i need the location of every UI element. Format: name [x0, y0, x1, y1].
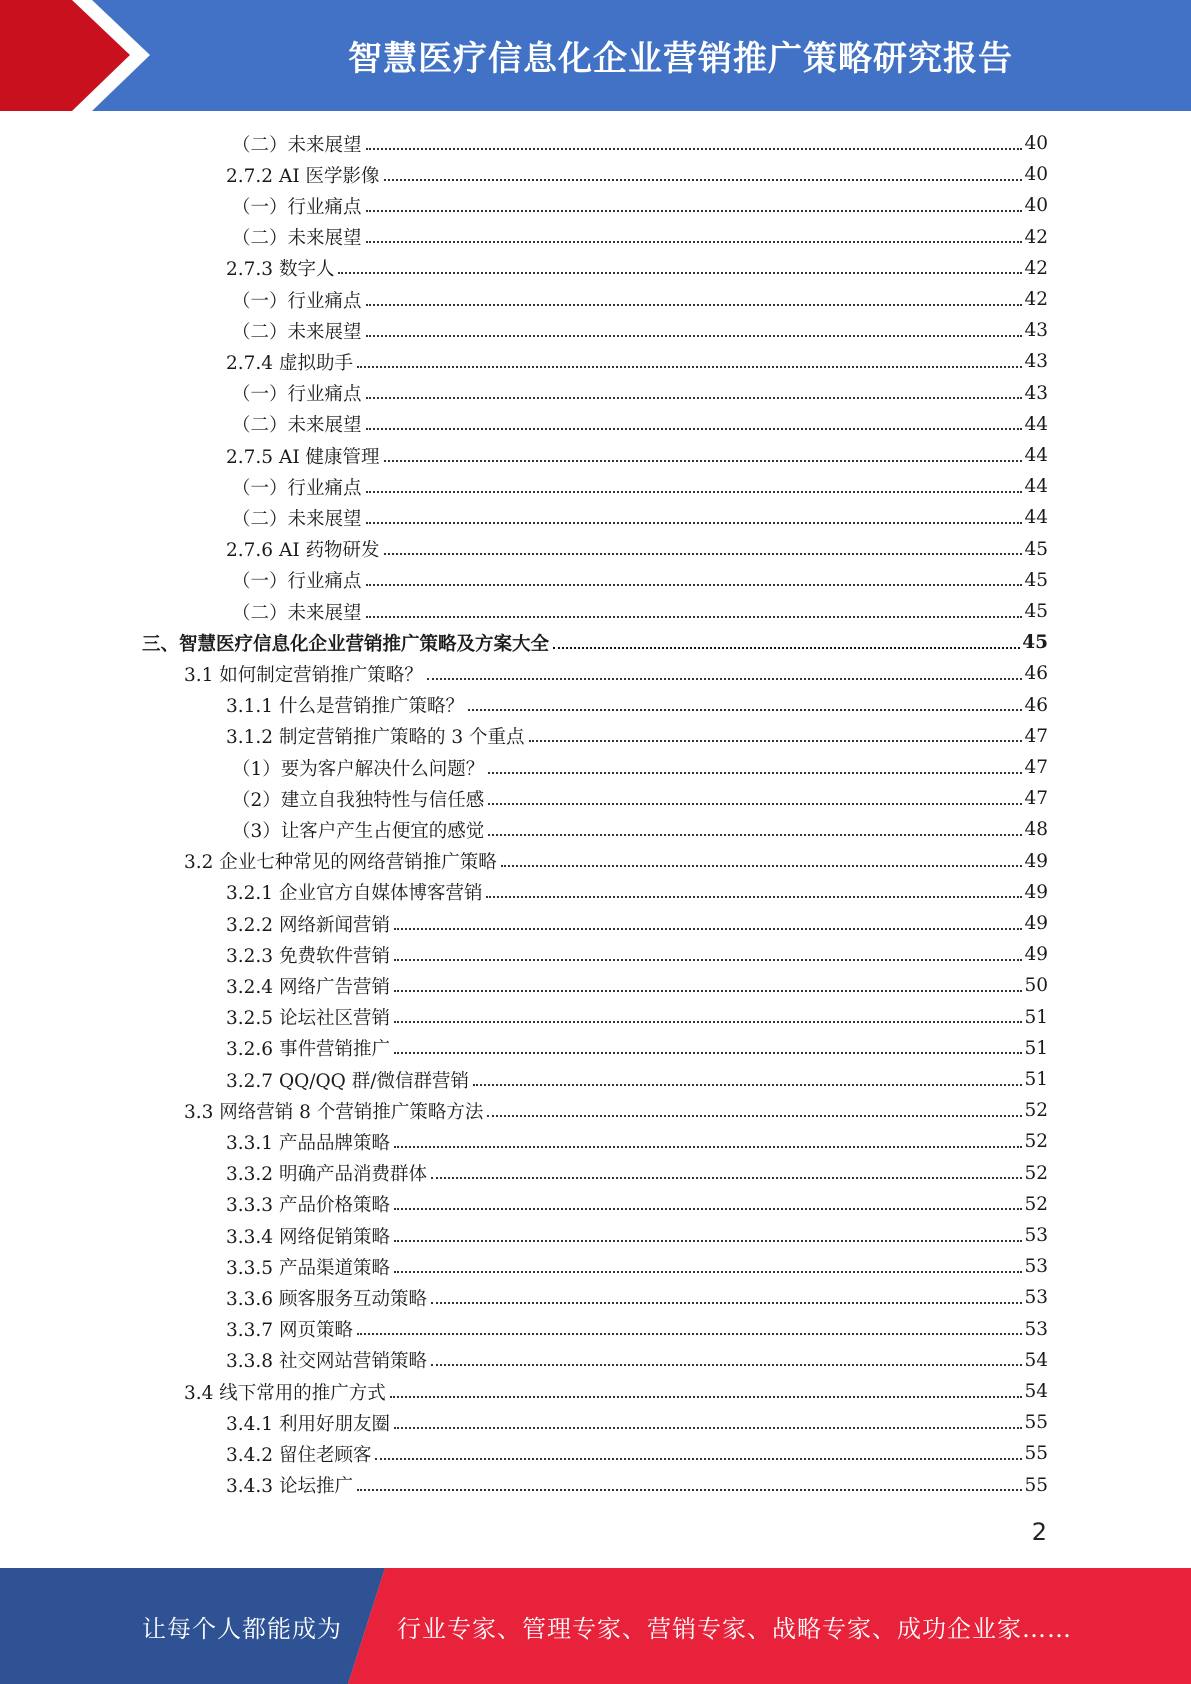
- toc-entry-label: 3.2.1 企业官方自媒体博客营销: [226, 883, 483, 905]
- toc-entry-page: 52: [1024, 1162, 1048, 1184]
- toc-entry-page: 48: [1024, 819, 1048, 841]
- toc-dot-leader: [366, 335, 1023, 337]
- toc-dot-leader: [473, 1084, 1022, 1086]
- toc-entry[interactable]: [0, 128, 1191, 159]
- toc-entry-label: 3.3.1 产品品牌策略: [226, 1132, 390, 1154]
- toc-dot-leader: [431, 1302, 1022, 1304]
- toc-entry-label: （一）行业痛点: [232, 384, 362, 406]
- toc-dot-leader: [394, 1146, 1022, 1148]
- toc-entry-page: 52: [1024, 1193, 1048, 1215]
- toc-entry-page: 51: [1024, 1006, 1048, 1028]
- toc-entry-page: 49: [1024, 913, 1048, 934]
- toc-dot-leader: [553, 647, 1020, 649]
- toc-entry[interactable]: [0, 534, 1191, 565]
- toc-dot-leader: [431, 1364, 1022, 1366]
- toc-entry-page: 43: [1024, 320, 1048, 342]
- toc-dot-leader: [488, 772, 1022, 774]
- toc-entry-page: 40: [1024, 133, 1048, 154]
- toc-entry[interactable]: [0, 159, 1191, 190]
- toc-entry[interactable]: [0, 690, 1191, 721]
- toc-entry-page: 42: [1024, 289, 1048, 310]
- toc-entry-page: 44: [1024, 476, 1048, 498]
- toc-entry-label: （3）让客户产生占便宜的感觉: [232, 820, 485, 842]
- toc-entry[interactable]: [0, 346, 1191, 377]
- toc-dot-leader: [501, 865, 1023, 867]
- toc-entry-label: （二）未来展望: [232, 228, 362, 250]
- toc-dot-leader: [487, 1115, 1022, 1117]
- toc-entry-label: 3.2.2 网络新闻营销: [226, 914, 390, 936]
- toc-entry[interactable]: [0, 1470, 1191, 1501]
- toc-entry-page: 40: [1024, 195, 1048, 217]
- toc-dot-leader: [394, 928, 1022, 930]
- toc-entry[interactable]: [0, 752, 1191, 783]
- toc-dot-leader: [366, 304, 1023, 306]
- toc-entry-label: 3.3.5 产品渠道策略: [226, 1257, 390, 1279]
- footer-slogan-right: 行业专家、管理专家、营销专家、战略专家、成功企业家……: [397, 1614, 1072, 1643]
- toc-dot-leader: [529, 740, 1023, 742]
- toc-entry-page: 47: [1024, 725, 1048, 747]
- toc-entry-page: 46: [1024, 694, 1048, 716]
- toc-entry[interactable]: [0, 1064, 1191, 1095]
- toc-entry-label: 3.4.3 论坛推广: [226, 1476, 353, 1498]
- toc-dot-leader: [357, 1333, 1023, 1335]
- toc-entry-label: 3.2.7 QQ/QQ 群/微信群营销: [226, 1070, 469, 1092]
- toc-entry-page: 45: [1024, 569, 1048, 591]
- toc-entry-page: 52: [1024, 1100, 1048, 1122]
- toc-dot-leader: [488, 834, 1022, 836]
- toc-entry[interactable]: [0, 939, 1191, 970]
- toc-entry-page: 47: [1024, 757, 1048, 778]
- toc-entry[interactable]: [0, 284, 1191, 315]
- toc-entry-label: （二）未来展望: [232, 415, 362, 437]
- toc-entry[interactable]: [0, 1126, 1191, 1157]
- toc-entry[interactable]: [0, 253, 1191, 284]
- toc-entry-page: 53: [1024, 1287, 1048, 1309]
- toc-dot-leader: [366, 148, 1023, 150]
- toc-entry[interactable]: [0, 783, 1191, 814]
- toc-entry-page: 51: [1024, 1037, 1048, 1059]
- toc-dot-leader: [394, 1427, 1022, 1429]
- toc-entry[interactable]: [0, 1251, 1191, 1282]
- toc-entry[interactable]: [0, 1095, 1191, 1126]
- toc-entry-page: 44: [1024, 445, 1048, 466]
- toc-dot-leader: [357, 366, 1023, 368]
- toc-entry[interactable]: [0, 1220, 1191, 1251]
- toc-entry[interactable]: [0, 378, 1191, 409]
- toc-dot-leader: [366, 210, 1023, 212]
- toc-entry-label: 3.3.7 网页策略: [226, 1320, 353, 1342]
- toc-entry-page: 49: [1024, 944, 1048, 966]
- toc-entry-label: 3.2.4 网络广告营销: [226, 976, 390, 998]
- toc-entry-label: （二）未来展望: [232, 134, 362, 156]
- toc-dot-leader: [427, 678, 1023, 680]
- toc-entry-label: 3.2.3 免费软件营销: [226, 945, 390, 967]
- toc-entry-page: 44: [1024, 413, 1048, 435]
- toc-entry[interactable]: [0, 627, 1191, 658]
- footer-slogan-left: 让每个人都能成为: [142, 1614, 342, 1643]
- toc-entry-page: 42: [1024, 226, 1048, 248]
- toc-entry[interactable]: [0, 1158, 1191, 1189]
- toc-entry-page: 55: [1024, 1412, 1048, 1434]
- toc-entry-label: 3.3.3 产品价格策略: [226, 1195, 390, 1217]
- toc-entry[interactable]: [0, 846, 1191, 877]
- toc-entry-page: 55: [1024, 1443, 1048, 1465]
- toc-dot-leader: [357, 1489, 1023, 1491]
- toc-entry-label: 3.3.4 网络促销策略: [226, 1226, 390, 1248]
- toc-entry-label: 3.3.8 社交网站营销策略: [226, 1351, 427, 1373]
- toc-entry-label: 3.1.2 制定营销推广策略的 3 个重点: [226, 727, 525, 749]
- toc-entry[interactable]: [0, 409, 1191, 440]
- toc-entry-page: 49: [1024, 881, 1048, 903]
- toc-dot-leader: [394, 1240, 1022, 1242]
- toc-dot-leader: [394, 1052, 1022, 1054]
- toc-entry-page: 53: [1024, 1318, 1048, 1340]
- toc-entry-label: （一）行业痛点: [232, 196, 362, 218]
- toc-entry-label: （二）未来展望: [232, 602, 362, 624]
- toc-entry-label: （2）建立自我独特性与信任感: [232, 789, 485, 811]
- toc-entry-page: 52: [1024, 1131, 1048, 1153]
- toc-entry-page: 53: [1024, 1256, 1048, 1278]
- toc-entry[interactable]: [0, 1438, 1191, 1469]
- toc-entry[interactable]: [0, 190, 1191, 221]
- toc-entry-label: （二）未来展望: [232, 508, 362, 530]
- toc-entry[interactable]: [0, 658, 1191, 689]
- toc-dot-leader: [394, 1021, 1022, 1023]
- toc-entry-label: 3.4.1 利用好朋友圈: [226, 1413, 390, 1435]
- toc-dot-leader: [486, 896, 1022, 898]
- toc-entry-page: 44: [1024, 507, 1048, 529]
- toc-entry-page: 51: [1024, 1069, 1048, 1090]
- toc-entry-label: 3.2 企业七种常见的网络营销推广策略: [184, 852, 497, 874]
- toc-entry[interactable]: [0, 877, 1191, 908]
- toc-dot-leader: [384, 553, 1023, 555]
- toc-dot-leader: [394, 959, 1022, 961]
- toc-entry-page: 49: [1024, 850, 1048, 872]
- toc-dot-leader: [375, 1458, 1022, 1460]
- toc-entry[interactable]: [0, 721, 1191, 752]
- toc-entry-page: 46: [1024, 663, 1048, 685]
- toc-dot-leader: [394, 990, 1022, 992]
- toc-dot-leader: [366, 397, 1023, 399]
- toc-entry[interactable]: [0, 565, 1191, 596]
- toc-entry-label: （一）行业痛点: [232, 477, 362, 499]
- toc-entry-label: （一）行业痛点: [232, 571, 362, 593]
- toc-entry-page: 50: [1024, 975, 1048, 997]
- toc-entry-label: 3.4 线下常用的推广方式: [184, 1382, 386, 1404]
- toc-entry-label: 2.7.3 数字人: [226, 259, 335, 281]
- toc-entry[interactable]: [0, 471, 1191, 502]
- toc-entry[interactable]: [0, 908, 1191, 939]
- page-number: 2: [1031, 1518, 1047, 1546]
- toc-dot-leader: [431, 1177, 1022, 1179]
- toc-entry-label: 3.1.1 什么是营销推广策略？: [226, 696, 464, 718]
- toc-entry[interactable]: [0, 1314, 1191, 1345]
- toc-entry-page: 45: [1022, 632, 1048, 654]
- toc-entry-label: 2.7.6 AI 药物研发: [226, 540, 380, 562]
- toc-dot-leader: [394, 1208, 1022, 1210]
- toc-entry-page: 47: [1024, 788, 1048, 810]
- toc-dot-leader: [468, 709, 1022, 711]
- toc-entry-label: 3.4.2 留住老顾客: [226, 1444, 372, 1466]
- toc-dot-leader: [366, 522, 1023, 524]
- toc-entry[interactable]: [0, 1002, 1191, 1033]
- toc-entry[interactable]: [0, 970, 1191, 1001]
- toc-entry-label: 3.2.5 论坛社区营销: [226, 1008, 390, 1030]
- toc-entry-label: 3.3.2 明确产品消费群体: [226, 1164, 427, 1186]
- toc-entry-label: （二）未来展望: [232, 321, 362, 343]
- toc-entry-label: 2.7.5 AI 健康管理: [226, 446, 380, 468]
- toc-entry-page: 42: [1024, 257, 1048, 279]
- toc-entry[interactable]: [0, 1282, 1191, 1313]
- toc-entry-label: （1）要为客户解决什么问题？: [232, 758, 485, 780]
- page-footer: [0, 1568, 1191, 1684]
- toc-dot-leader: [390, 1396, 1023, 1398]
- toc-dot-leader: [366, 428, 1023, 430]
- toc-entry-page: 40: [1024, 164, 1048, 186]
- toc-entry[interactable]: [0, 502, 1191, 533]
- toc-dot-leader: [366, 241, 1023, 243]
- toc-dot-leader: [394, 1271, 1022, 1273]
- toc-entry[interactable]: [0, 1189, 1191, 1220]
- toc-entry-page: 54: [1024, 1349, 1048, 1371]
- toc-entry[interactable]: [0, 596, 1191, 627]
- toc-entry-label: 2.7.2 AI 医学影像: [226, 165, 380, 187]
- toc-entry-label: （一）行业痛点: [232, 290, 362, 312]
- report-title: 智慧医疗信息化企业营销推广策略研究报告: [348, 39, 1013, 79]
- toc-dot-leader: [384, 460, 1023, 462]
- toc-entry-page: 45: [1024, 601, 1048, 622]
- toc-dot-leader: [366, 491, 1023, 493]
- toc-entry[interactable]: [0, 315, 1191, 346]
- toc-dot-leader: [366, 584, 1023, 586]
- toc-entry-label: 3.1 如何制定营销推广策略？: [184, 664, 423, 686]
- toc-entry-page: 54: [1024, 1381, 1048, 1402]
- toc-dot-leader: [384, 179, 1023, 181]
- toc-dot-leader: [338, 272, 1022, 274]
- toc-entry-page: 43: [1024, 382, 1048, 404]
- toc-entry-page: 45: [1024, 538, 1048, 560]
- toc-entry[interactable]: [0, 222, 1191, 253]
- toc-entry[interactable]: [0, 440, 1191, 471]
- toc-entry-label: 3.3.6 顾客服务互动策略: [226, 1288, 427, 1310]
- toc-entry-page: 55: [1024, 1474, 1048, 1496]
- toc-entry[interactable]: [0, 814, 1191, 845]
- toc-entry[interactable]: [0, 1033, 1191, 1064]
- toc-entry[interactable]: [0, 1376, 1191, 1407]
- toc-entry-label: 3.3 网络营销 8 个营销推广策略方法: [184, 1101, 484, 1123]
- toc-dot-leader: [366, 616, 1023, 618]
- page-header: [0, 0, 1191, 111]
- toc-entry-label: 3.2.6 事件营销推广: [226, 1039, 390, 1061]
- toc-entry-label: 三、智慧医疗信息化企业营销推广策略及方案大全: [142, 633, 550, 655]
- toc-dot-leader: [488, 803, 1022, 805]
- toc-entry-page: 53: [1024, 1225, 1048, 1246]
- toc-entry-label: 2.7.4 虚拟助手: [226, 352, 353, 374]
- toc-entry[interactable]: [0, 1345, 1191, 1376]
- toc-entry-page: 43: [1024, 351, 1048, 373]
- toc-entry[interactable]: [0, 1407, 1191, 1438]
